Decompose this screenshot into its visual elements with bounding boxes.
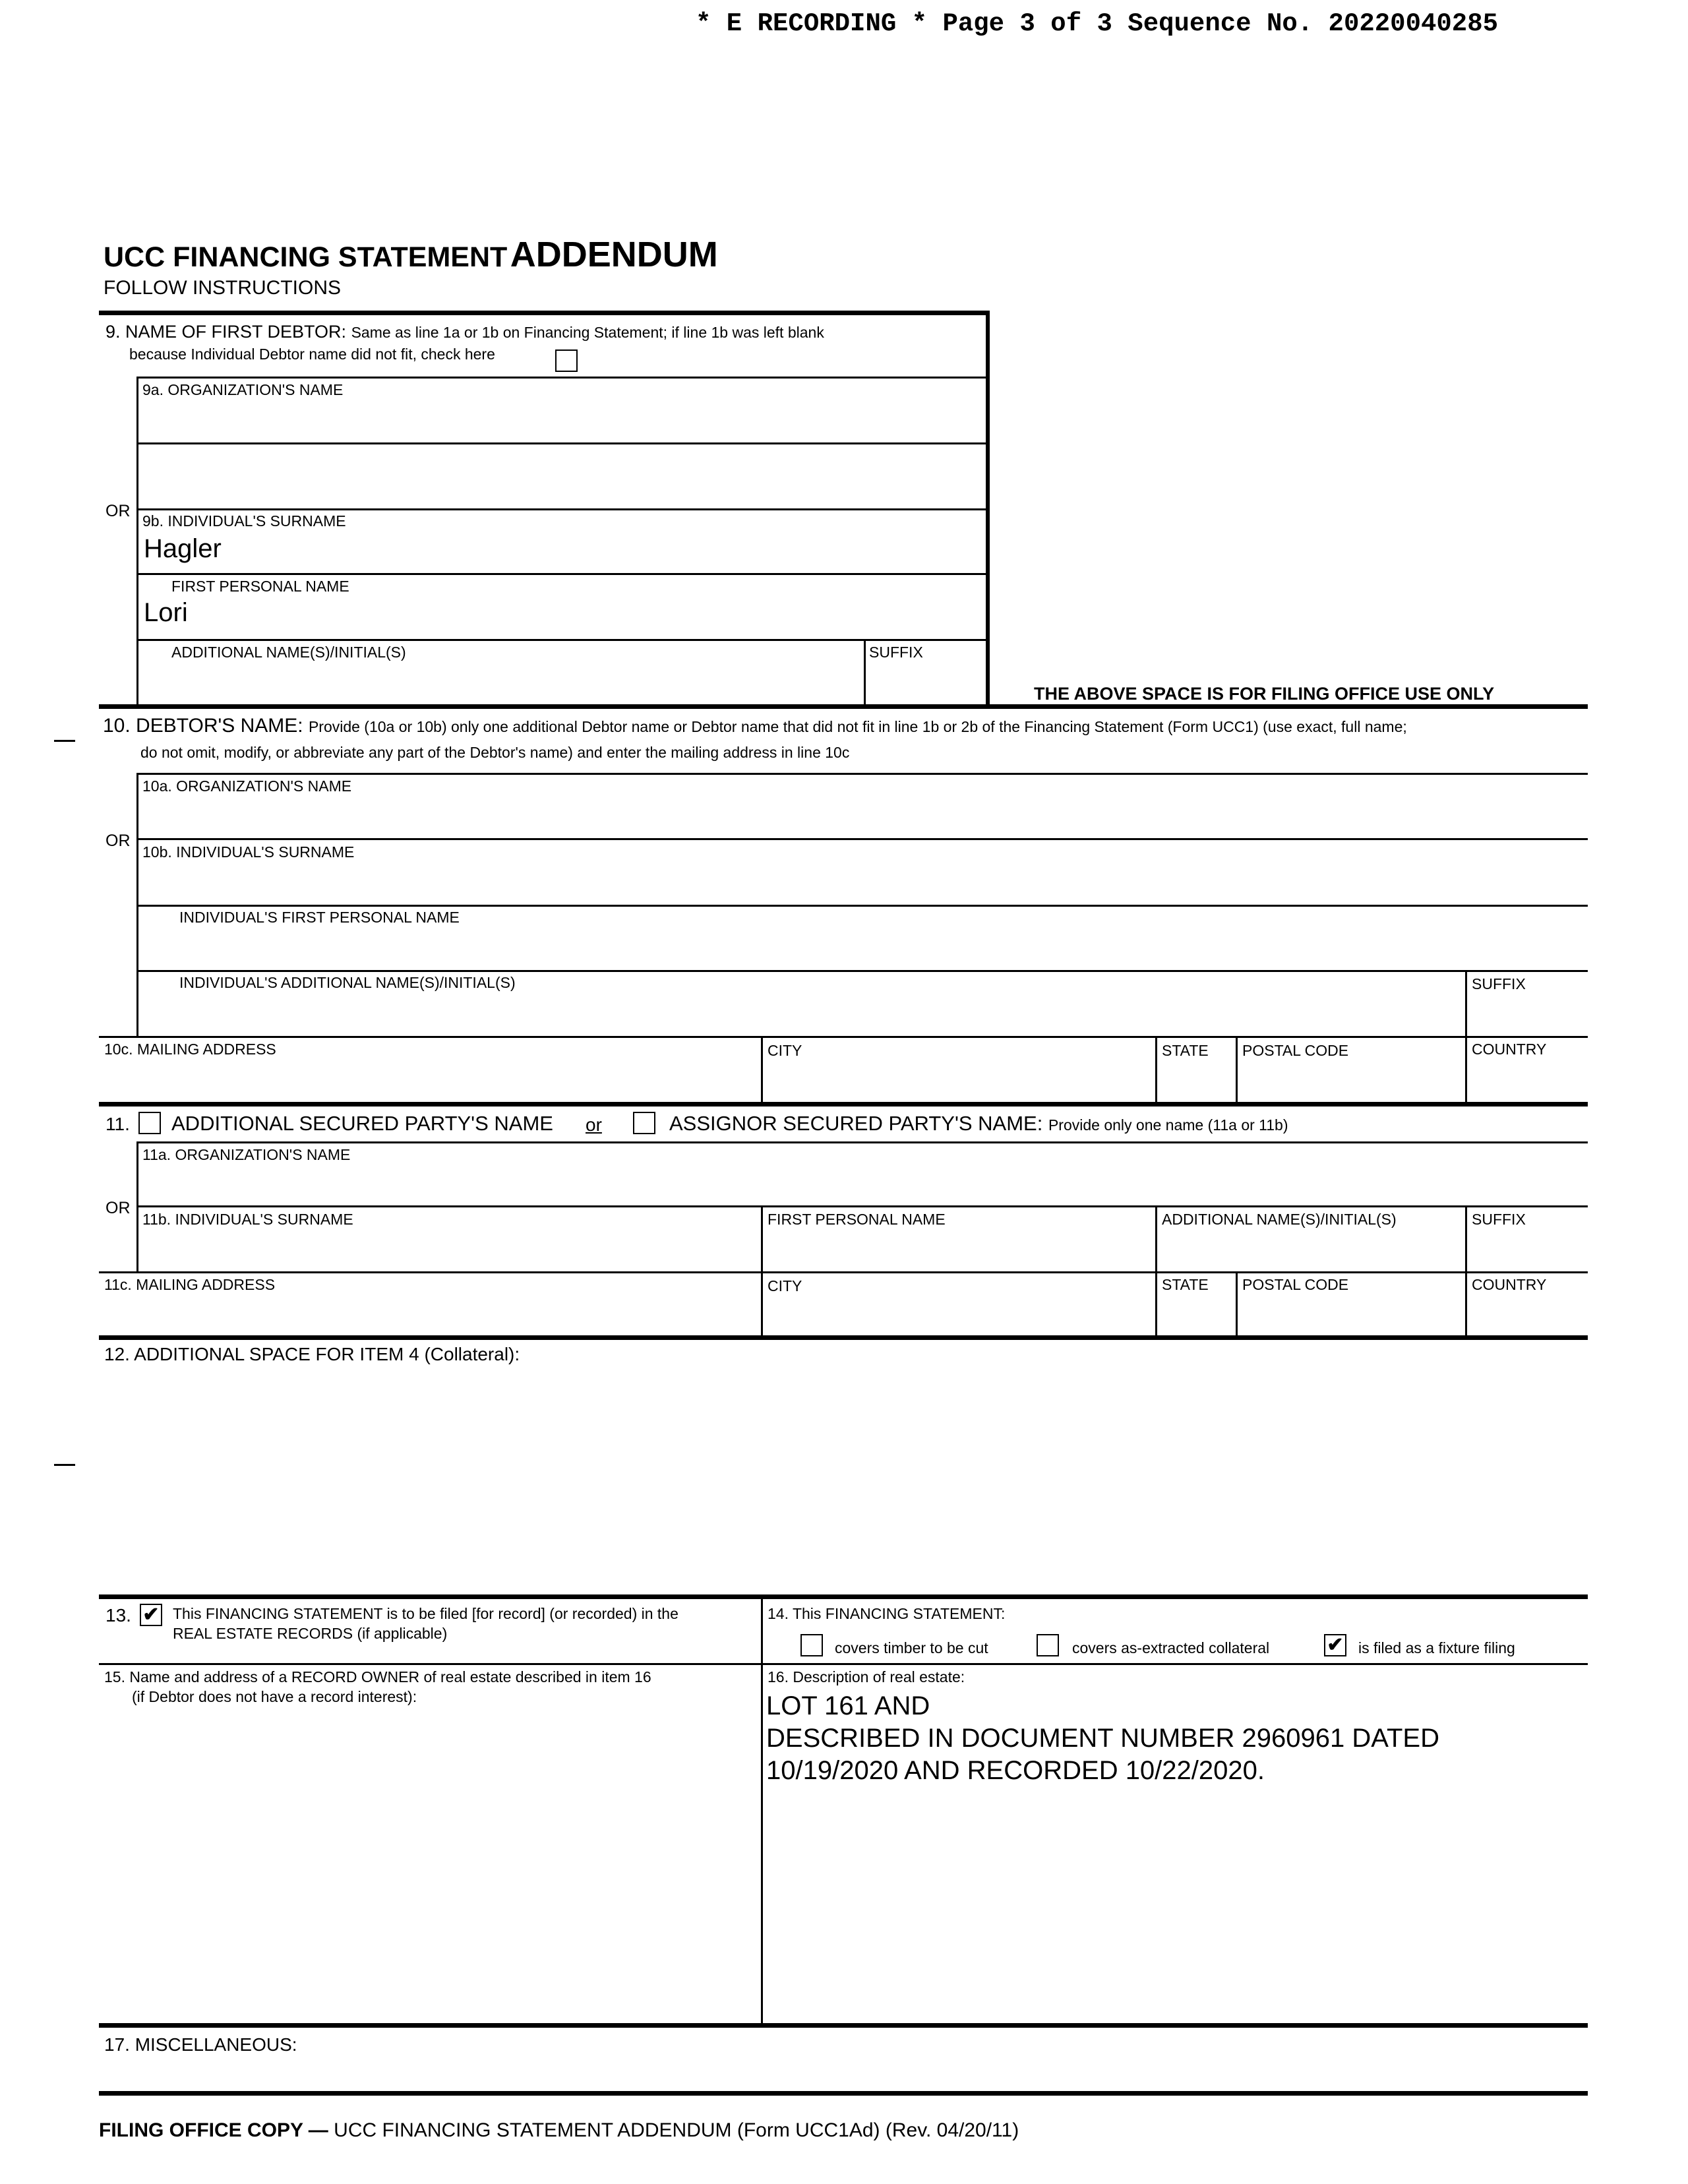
- s10c-label: 10c. MAILING ADDRESS: [104, 1041, 276, 1058]
- s11-country-label: COUNTRY: [1472, 1276, 1547, 1293]
- s9-first-label: FIRST PERSONAL NAME: [171, 578, 349, 595]
- s11-num: 11.: [106, 1114, 130, 1134]
- s13-s14-divider: [761, 1594, 763, 2025]
- s10-left-border: [136, 773, 138, 1036]
- s13-top-border: [99, 1594, 1588, 1599]
- margin-mark: [54, 1464, 75, 1466]
- s9-label: 9. NAME OF FIRST DEBTOR: Same as line 1a or 1b on Financing Statement; if line 1b was left blank: [106, 322, 824, 342]
- s11-postal-label: POSTAL CODE: [1242, 1276, 1349, 1293]
- s11-left-border: [136, 1141, 138, 1271]
- s11-city-label: CITY: [768, 1277, 802, 1294]
- s11-state-label: STATE: [1162, 1276, 1209, 1293]
- s11b-label: 11b. INDIVIDUAL'S SURNAME: [142, 1211, 353, 1228]
- s10-row-line: [136, 838, 1588, 840]
- s9-row-line: [136, 442, 986, 444]
- s10-city-label: CITY: [768, 1042, 802, 1059]
- s16-line-3: 10/19/2020 AND RECORDED 10/22/2020.: [766, 1756, 1265, 1785]
- s15-top-border: [99, 1663, 1588, 1665]
- s10-city-divider: [761, 1036, 763, 1102]
- s10-country-divider: [1465, 1036, 1467, 1102]
- s9-row-line: [136, 639, 986, 641]
- s16-line-2: DESCRIBED IN DOCUMENT NUMBER 2960961 DATED: [766, 1724, 1439, 1753]
- s14-opt1-check-box[interactable]: [800, 1634, 823, 1656]
- s13-text-2: REAL ESTATE RECORDS (if applicable): [173, 1625, 448, 1642]
- s17-label: 17. MISCELLANEOUS:: [104, 2034, 297, 2055]
- margin-mark: [54, 740, 75, 742]
- s11-row-line: [136, 1141, 1588, 1143]
- s10-or: OR: [106, 832, 131, 850]
- s11-suffix-label: SUFFIX: [1472, 1211, 1526, 1228]
- s11-or: OR: [106, 1199, 131, 1217]
- form-title: [104, 234, 718, 275]
- s10-row-line: [136, 773, 1588, 775]
- s14-opt3-label: is filed as a fixture filing: [1358, 1639, 1515, 1656]
- s14-opt1-label: covers timber to be cut: [835, 1639, 988, 1656]
- s9-suffix-label: SUFFIX: [869, 644, 923, 661]
- s10-state-label: STATE: [1162, 1042, 1209, 1059]
- s11-city-divider: [761, 1271, 763, 1337]
- s9-suffix-divider: [864, 639, 866, 706]
- s11-opt2-check-box[interactable]: [633, 1112, 655, 1134]
- s9b-value: Hagler: [144, 534, 222, 563]
- s11-first-divider: [761, 1205, 763, 1271]
- s11-row-line: [136, 1205, 1588, 1207]
- s11-add-divider: [1155, 1205, 1157, 1271]
- s11-opt2-label: ASSIGNOR SECURED PARTY'S NAME: Provide only one name (11a or 11b): [669, 1112, 1288, 1135]
- s9-top-border: [99, 311, 990, 315]
- s11-state-divider: [1155, 1271, 1157, 1337]
- s9-row-line: [136, 377, 986, 379]
- footer-text: FILING OFFICE COPY — UCC FINANCING STATEMENT ADDENDUM (Form UCC1Ad) (Rev. 04/20/11): [99, 2119, 1019, 2141]
- title-main: UCC FINANCING STATEMENT: [104, 241, 508, 273]
- s9-left-border: [136, 377, 138, 706]
- s15-label-1: 15. Name and address of a RECORD OWNER of real estate described in item 16: [104, 1668, 651, 1685]
- s14-label: 14. This FINANCING STATEMENT:: [768, 1605, 1006, 1622]
- s10-label-2: do not omit, modify, or abbreviate any part of the Debtor's name) and enter the mailing address in line 10c: [140, 744, 850, 761]
- s10-first-label: INDIVIDUAL'S FIRST PERSONAL NAME: [179, 909, 460, 926]
- s11-country-divider: [1465, 1271, 1467, 1337]
- s11-row-line: [99, 1271, 1588, 1273]
- s10-row-line: [136, 970, 1588, 972]
- s10-add-label: INDIVIDUAL'S ADDITIONAL NAME(S)/INITIAL(S): [179, 974, 516, 991]
- s16-line-1: LOT 161 AND: [766, 1691, 930, 1720]
- s10-row-line: [136, 905, 1588, 907]
- s15-label-2: (if Debtor does not have a record interest):: [132, 1688, 417, 1705]
- s12-top-border: [99, 1335, 1588, 1340]
- s12-label: 12. ADDITIONAL SPACE FOR ITEM 4 (Collateral):: [104, 1344, 520, 1364]
- s9-check-box[interactable]: [555, 349, 578, 372]
- s9-right-border: [986, 311, 990, 706]
- s10b-label: 10b. INDIVIDUAL'S SURNAME: [142, 843, 355, 861]
- s11-opt1-label: ADDITIONAL SECURED PARTY'S NAME: [171, 1112, 553, 1135]
- s13-text-1: This FINANCING STATEMENT is to be filed [for record] (or recorded) in the: [173, 1605, 678, 1622]
- s9-label-2: because Individual Debtor name did not fit, check here: [129, 346, 495, 363]
- s13-num: 13.: [106, 1605, 131, 1625]
- s10a-label: 10a. ORGANIZATION'S NAME: [142, 777, 352, 795]
- s11-postal-divider: [1236, 1271, 1238, 1337]
- s14-opt2-label: covers as-extracted collateral: [1072, 1639, 1270, 1656]
- s10-suffix-divider: [1465, 970, 1467, 1036]
- s11a-label: 11a. ORGANIZATION'S NAME: [142, 1146, 351, 1163]
- s10-suffix-label: SUFFIX: [1472, 975, 1526, 992]
- recording-stamp: * E RECORDING * Page 3 of 3 Sequence No. 20220040285: [696, 9, 1498, 38]
- s16-label: 16. Description of real estate:: [768, 1668, 965, 1685]
- s9-row-line: [136, 508, 986, 510]
- s9-add-label: ADDITIONAL NAME(S)/INITIAL(S): [171, 644, 406, 661]
- s10-postal-label: POSTAL CODE: [1242, 1042, 1349, 1059]
- s9-or: OR: [106, 502, 131, 520]
- s11c-label: 11c. MAILING ADDRESS: [104, 1276, 276, 1293]
- filing-office-note: THE ABOVE SPACE IS FOR FILING OFFICE USE ONLY: [1034, 684, 1495, 704]
- s9a-label: 9a. ORGANIZATION'S NAME: [142, 381, 344, 398]
- s9-row-line: [136, 573, 986, 575]
- s14-opt3-check-box[interactable]: ✔: [1324, 1634, 1346, 1656]
- follow-instructions: FOLLOW INSTRUCTIONS: [104, 277, 342, 299]
- s11-opt1-check-box[interactable]: [138, 1112, 161, 1134]
- s10-state-divider: [1155, 1036, 1157, 1102]
- s13-check-box[interactable]: ✔: [140, 1604, 162, 1626]
- s10-label: 10. DEBTOR'S NAME: Provide (10a or 10b) only one additional Debtor name or Debtor name that did not fit in line 1b or 2b of the Financing Statement (Form UCC1) (use exact, full name;: [103, 715, 1407, 737]
- title-addendum: ADDENDUM: [510, 235, 718, 274]
- s14-opt2-check-box[interactable]: [1037, 1634, 1059, 1656]
- s11-first-label: FIRST PERSONAL NAME: [768, 1211, 946, 1228]
- s10-postal-divider: [1236, 1036, 1238, 1102]
- s9b-label: 9b. INDIVIDUAL'S SURNAME: [142, 512, 346, 530]
- s10-row-line: [99, 1036, 1588, 1038]
- s11-top-border: [99, 1102, 1588, 1107]
- footer-border: [99, 2091, 1588, 2096]
- s10-top-border: [99, 704, 1588, 709]
- s9-first-value: Lori: [144, 598, 188, 627]
- s11-or-word: or: [586, 1114, 602, 1135]
- s10-country-label: COUNTRY: [1472, 1041, 1547, 1058]
- s11-suffix-divider: [1465, 1205, 1467, 1271]
- s11-add-label: ADDITIONAL NAME(S)/INITIAL(S): [1162, 1211, 1397, 1228]
- s17-top-border: [99, 2023, 1588, 2028]
